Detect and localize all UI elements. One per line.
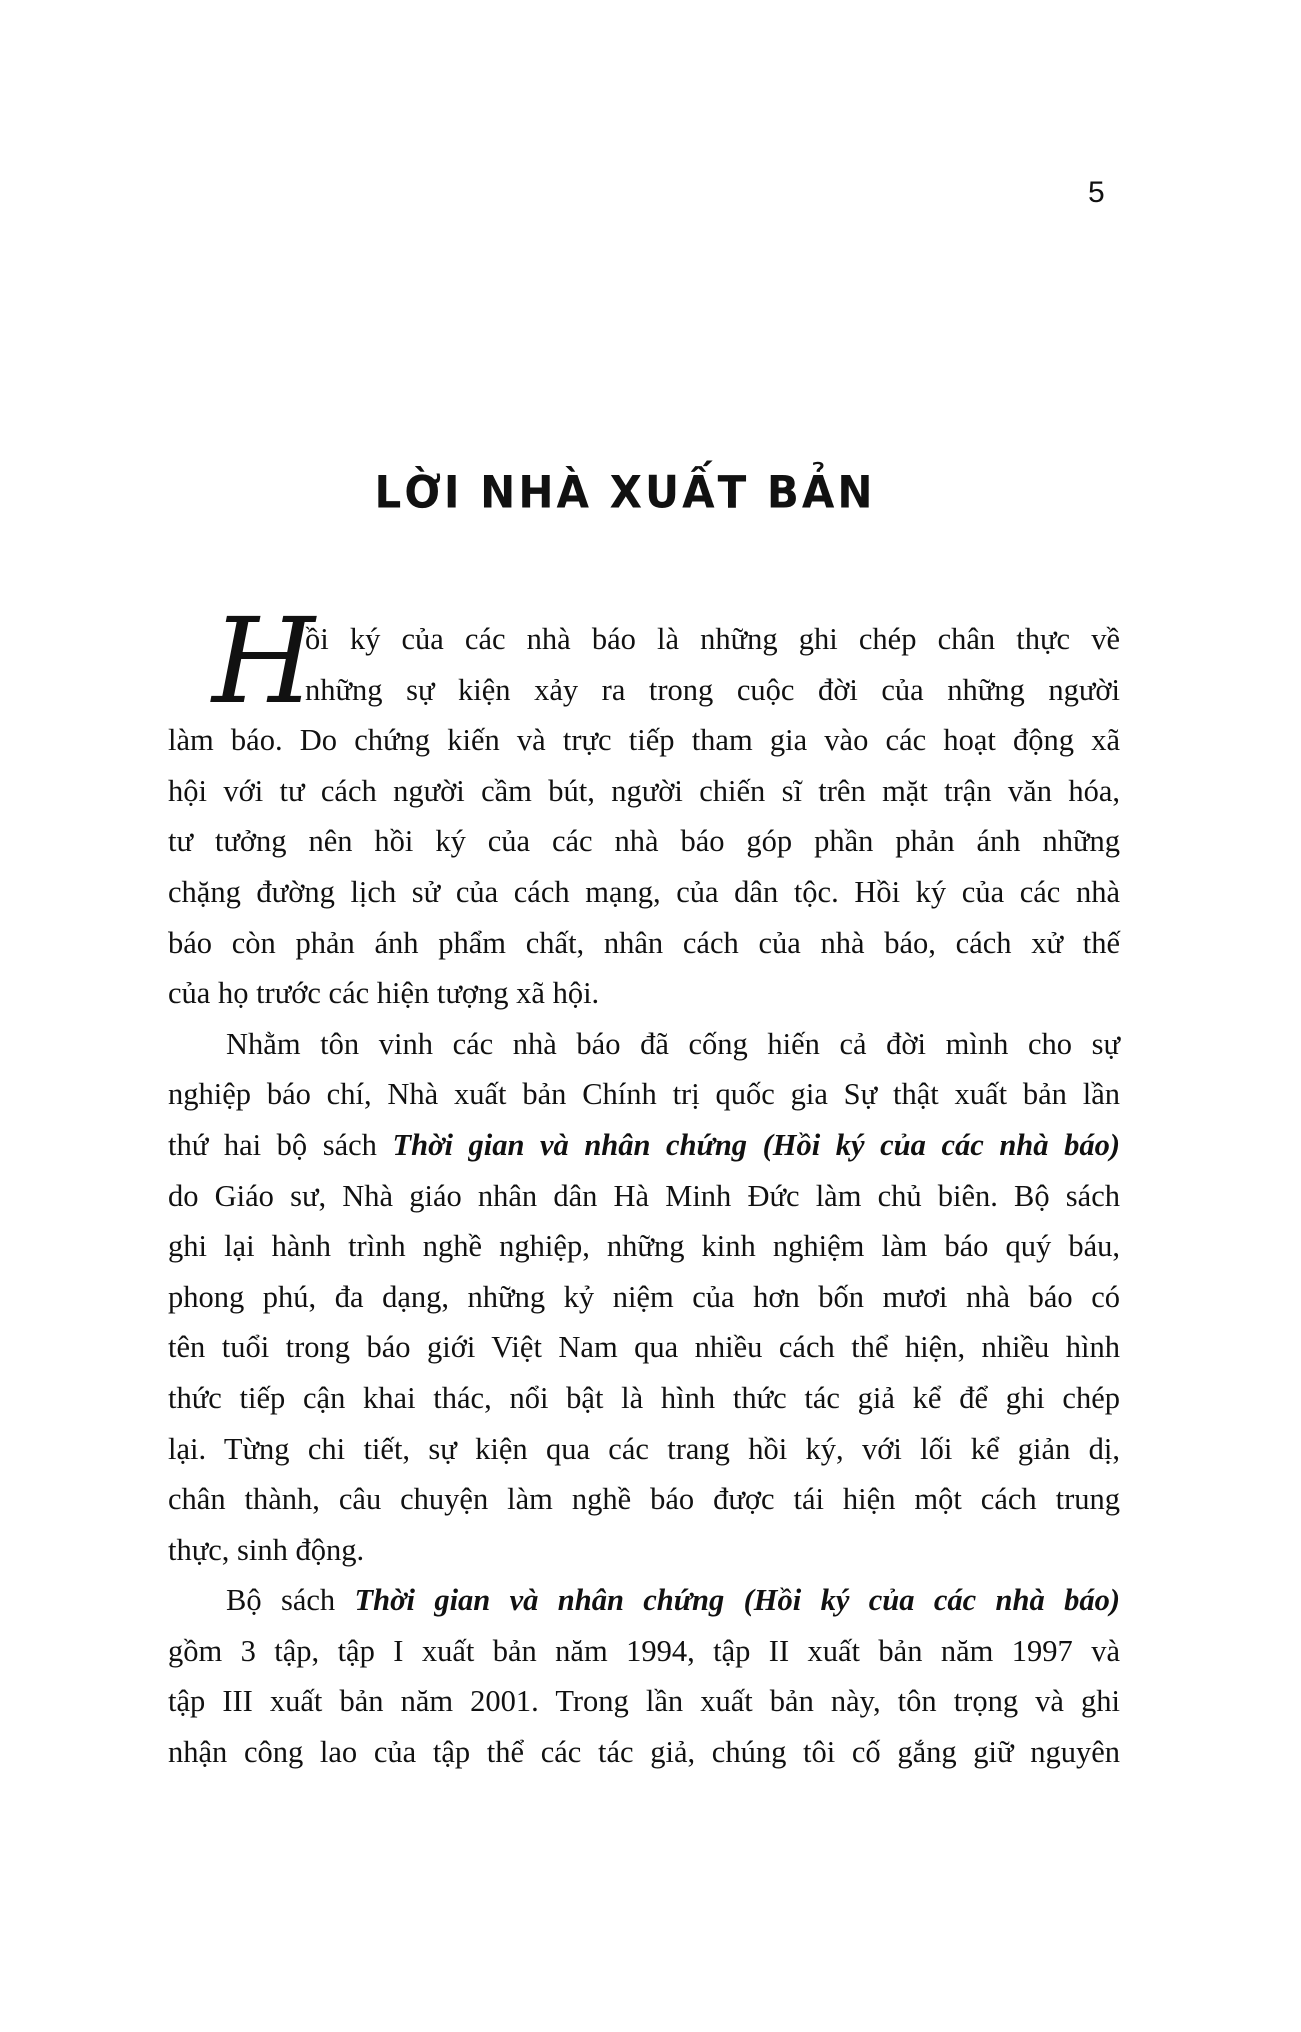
text-line: thực, sinh động.: [168, 1532, 365, 1567]
text-line: chân thành, câu chuyện làm nghề báo được tái hiện một cách trung: [168, 1482, 1120, 1517]
text-line: nhận công lao của tập thể các tác giả, chúng tôi cố gắng giữ nguyên: [168, 1735, 1120, 1770]
drop-cap: H: [212, 592, 315, 730]
text-line: của họ trước các hiện tượng xã hội.: [168, 976, 600, 1011]
text-segment: thứ hai bộ sách: [168, 1127, 393, 1162]
text-line: nghiệp báo chí, Nhà xuất bản Chính trị quốc gia Sự thật xuất bản lần: [168, 1077, 1120, 1112]
paragraph-2: [168, 1019, 1120, 1576]
text-line: ồi ký của các nhà báo là những ghi chép chân thực về: [305, 622, 1120, 656]
text-line: thức tiếp cận khai thác, nổi bật là hình thức tác giả kể để ghi chép: [168, 1380, 1120, 1415]
text-line: gồm 3 tập, tập I xuất bản năm 1994, tập II xuất bản năm 1997 và: [168, 1633, 1120, 1668]
paragraph-3: [168, 1575, 1120, 1777]
text-line: ghi lại hành trình nghề nghiệp, những kinh nghiệm làm báo quý báu,: [168, 1229, 1120, 1264]
text-line: tên tuổi trong báo giới Việt Nam qua nhiều cách thể hiện, nhiều hình: [168, 1330, 1120, 1365]
text-line: báo còn phản ánh phẩm chất, nhân cách của nhà báo, cách xử thế: [168, 925, 1120, 960]
text-line: tập III xuất bản năm 2001. Trong lần xuất bản này, tôn trọng và ghi: [168, 1684, 1120, 1719]
book-title: Thời gian và nhân chứng (Hồi ký của các nhà báo): [392, 1127, 1120, 1162]
text-line: những sự kiện xảy ra trong cuộc đời của những người: [305, 672, 1120, 707]
text-line: tư tưởng nên hồi ký của các nhà báo góp phần phản ánh những: [168, 824, 1120, 859]
text-line: phong phú, đa dạng, những kỷ niệm của hơn bốn mươi nhà báo có: [168, 1279, 1120, 1314]
paragraph-1: [168, 592, 1120, 1019]
text-line: chặng đường lịch sử của cách mạng, của dân tộc. Hồi ký của các nhà: [168, 874, 1120, 909]
page-number: 5: [1088, 176, 1105, 209]
text-segment: Bộ sách: [226, 1583, 355, 1618]
body-text: [168, 592, 1120, 1778]
text-line: [168, 1575, 1120, 1626]
text-line: lại. Từng chi tiết, sự kiện qua các trang hồi ký, với lối kể giản dị,: [168, 1431, 1120, 1466]
text-line: làm báo. Do chứng kiến và trực tiếp tham gia vào các hoạt động xã: [168, 723, 1120, 758]
text-line: [168, 1120, 1120, 1171]
text-line: Nhằm tôn vinh các nhà báo đã cống hiến cả đời mình cho sự: [226, 1026, 1120, 1061]
text-line: do Giáo sư, Nhà giáo nhân dân Hà Minh Đức làm chủ biên. Bộ sách: [168, 1178, 1120, 1213]
text-line: hội với tư cách người cầm bút, người chiến sĩ trên mặt trận văn hóa,: [168, 773, 1120, 808]
book-title: Thời gian và nhân chứng (Hồi ký của các nhà báo): [354, 1583, 1120, 1618]
page-title: LỜI NHÀ XUẤT BẢN: [374, 466, 876, 519]
